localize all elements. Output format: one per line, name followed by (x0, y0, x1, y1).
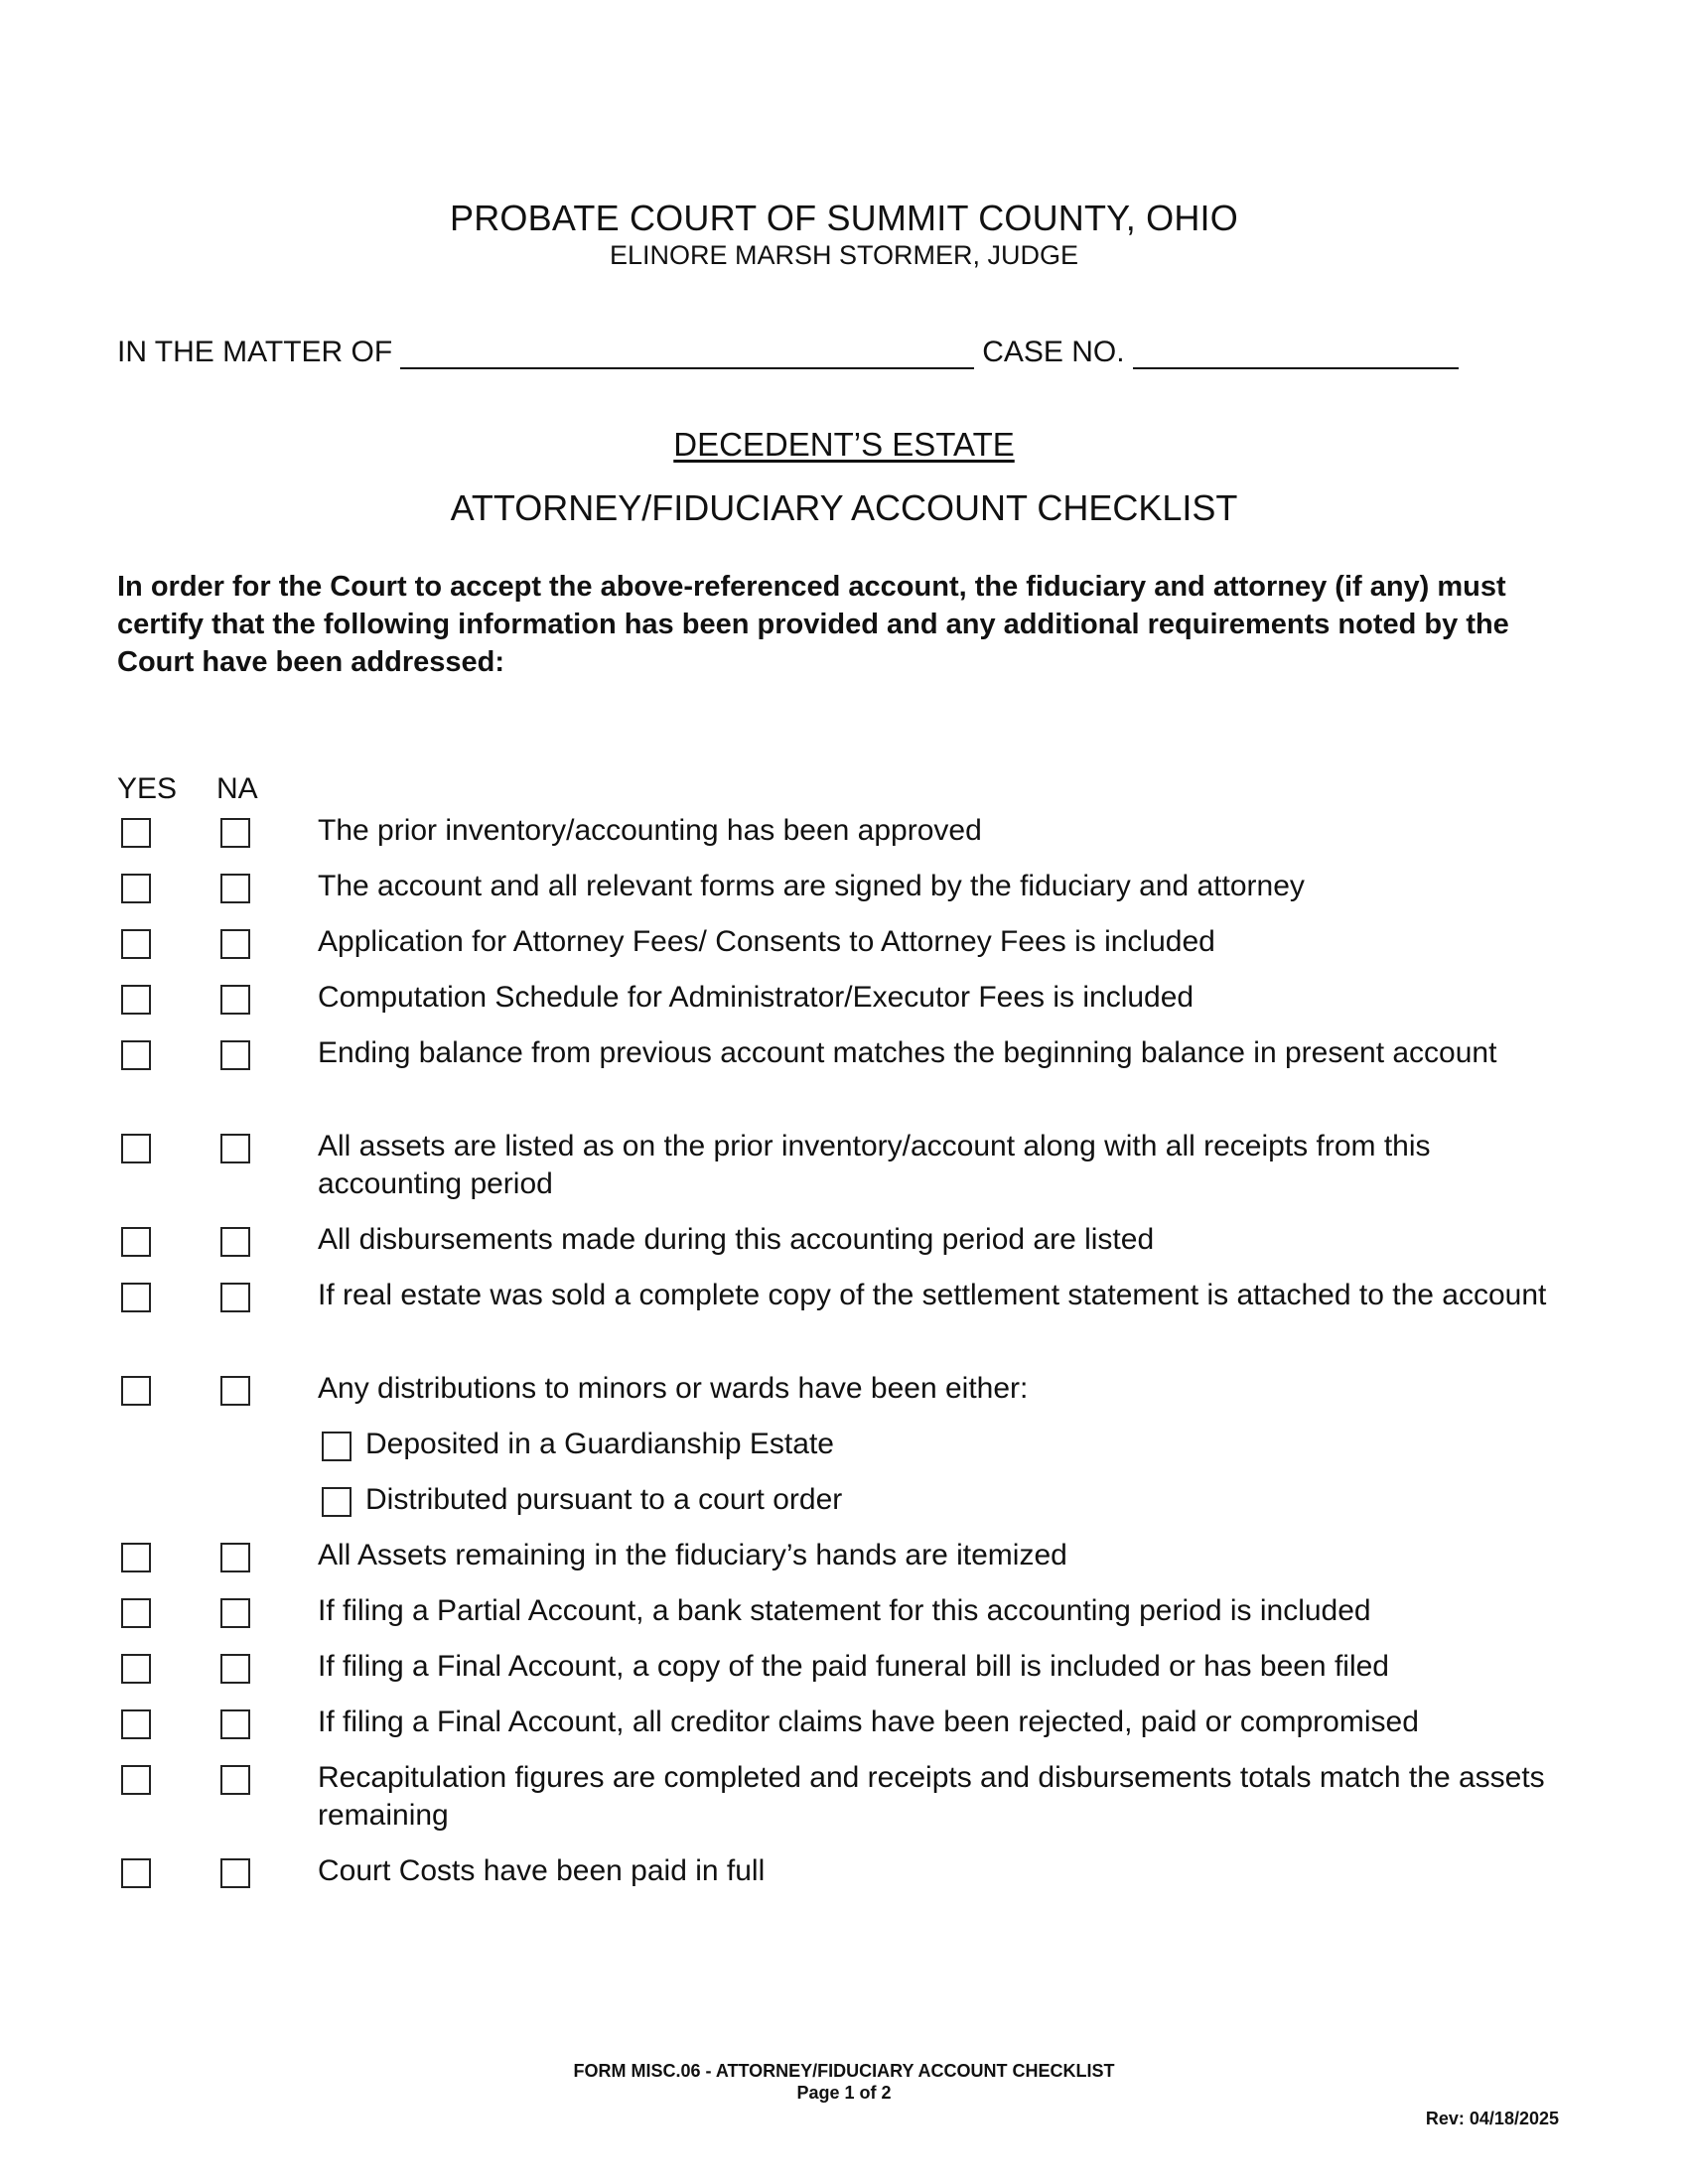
estate-heading (0, 425, 1688, 465)
matter-label: IN THE MATTER OF (117, 336, 393, 368)
na-checkbox[interactable] (220, 1376, 250, 1406)
checklist-item-text: Court Costs have been paid in full (318, 1854, 766, 1887)
yes-checkbox[interactable] (121, 985, 151, 1015)
yes-checkbox[interactable] (121, 1709, 151, 1739)
checklist-item-text: The account and all relevant forms are signed by the fiduciary and attorney (318, 870, 1305, 902)
na-checkbox[interactable] (220, 1134, 250, 1163)
checklist-item-text: Application for Attorney Fees/ Consents to Attorney Fees is included (318, 925, 1215, 958)
checklist-title: ATTORNEY/FIDUCIARY ACCOUNT CHECKLIST (450, 487, 1238, 528)
na-checkbox[interactable] (220, 1765, 250, 1795)
judge-name: ELINORE MARSH STORMER, JUDGE (609, 240, 1079, 270)
checklist-item-text: If filing a Final Account, a copy of the paid funeral bill is included or has been filed (318, 1650, 1389, 1683)
checklist-item-text: Recapitulation figures are completed and receipts and disbursements totals match the assets remaining (318, 1761, 1545, 1832)
na-checkbox[interactable] (220, 1598, 250, 1628)
matter-name-field[interactable] (400, 338, 974, 369)
checklist-item-text: Any distributions to minors or wards have been either: (318, 1372, 1029, 1405)
checklist-item-text: If filing a Partial Account, a bank statement for this accounting period is included (318, 1594, 1371, 1627)
checklist-item-text: Ending balance from previous account matches the beginning balance in present account (318, 1036, 1497, 1069)
form-name: FORM MISC.06 - ATTORNEY/FIDUCIARY ACCOUNT CHECKLIST (573, 2061, 1115, 2081)
na-checkbox[interactable] (220, 1709, 250, 1739)
na-checkbox[interactable] (220, 818, 250, 848)
checklist-item-text: If filing a Final Account, all creditor claims have been rejected, paid or compromised (318, 1706, 1419, 1738)
sub-option-checkbox[interactable] (322, 1432, 352, 1461)
checklist-sub-item-text: Deposited in a Guardianship Estate (365, 1428, 834, 1460)
na-checkbox[interactable] (220, 1543, 250, 1572)
matter-row (117, 326, 1507, 369)
na-checkbox[interactable] (220, 1040, 250, 1070)
yes-checkbox[interactable] (121, 1858, 151, 1888)
checklist-item-text: All Assets remaining in the fiduciary’s hands are itemized (318, 1539, 1067, 1571)
court-title: PROBATE COURT OF SUMMIT COUNTY, OHIO (450, 198, 1238, 238)
case-number-field[interactable] (1133, 338, 1459, 369)
na-checkbox[interactable] (220, 1858, 250, 1888)
yes-checkbox[interactable] (121, 929, 151, 959)
checklist-item-text: All disbursements made during this accounting period are listed (318, 1223, 1155, 1256)
yes-column-header: YES (117, 772, 178, 805)
yes-checkbox[interactable] (121, 1283, 151, 1312)
checklist-item-text: The prior inventory/accounting has been approved (318, 814, 982, 847)
na-checkbox[interactable] (220, 929, 250, 959)
na-column-header: NA (216, 772, 258, 805)
revision-date: Rev: 04/18/2025 (1425, 2109, 1559, 2128)
checklist-item-text: All assets are listed as on the prior inventory/account along with all receipts from this accounting period (318, 1130, 1431, 1200)
case-number-label: CASE NO. (982, 336, 1125, 368)
yes-checkbox[interactable] (121, 1543, 151, 1572)
page-header (0, 197, 1688, 270)
na-checkbox[interactable] (220, 985, 250, 1015)
yes-checkbox[interactable] (121, 1765, 151, 1795)
yes-checkbox[interactable] (121, 818, 151, 848)
checklist-item-text: Computation Schedule for Administrator/Executor Fees is included (318, 981, 1195, 1014)
estate-heading-text: DECEDENT’S ESTATE (673, 426, 1015, 463)
page-number: Page 1 of 2 (796, 2083, 892, 2103)
na-checkbox[interactable] (220, 1654, 250, 1684)
na-checkbox[interactable] (220, 1283, 250, 1312)
yes-checkbox[interactable] (121, 1654, 151, 1684)
yes-checkbox[interactable] (121, 1598, 151, 1628)
na-checkbox[interactable] (220, 874, 250, 903)
page-footer (0, 2060, 1688, 2104)
yes-checkbox[interactable] (121, 1040, 151, 1070)
na-checkbox[interactable] (220, 1227, 250, 1257)
yes-checkbox[interactable] (121, 1227, 151, 1257)
sub-option-checkbox[interactable] (322, 1487, 352, 1517)
checklist-sub-item-text: Distributed pursuant to a court order (365, 1483, 843, 1516)
yes-checkbox[interactable] (121, 1134, 151, 1163)
yes-checkbox[interactable] (121, 1376, 151, 1406)
intro-paragraph: In order for the Court to accept the above-referenced account, the fiduciary and attorney (if any) must certify that the following information has been provided and any additional requirements noted by the Court have been addressed: (117, 571, 1509, 678)
yes-checkbox[interactable] (121, 874, 151, 903)
checklist-item-text: If real estate was sold a complete copy of the settlement statement is attached to the account (318, 1279, 1547, 1311)
